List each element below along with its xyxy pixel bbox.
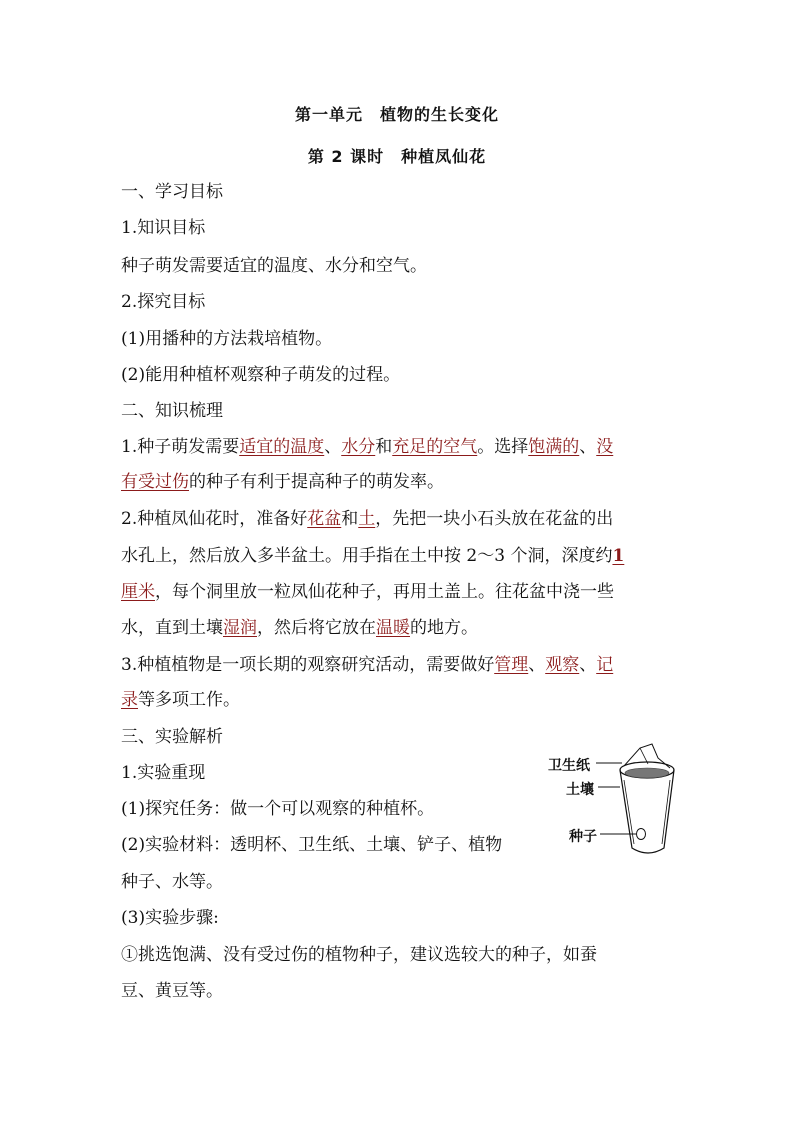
text: 的地方。 [410,618,478,638]
review-paragraph-2-line-1 [121,509,613,529]
text: ，然后将它放在 [257,618,376,638]
label-soil: 土壤 [566,782,594,798]
knowledge-goal-heading: 1.知识目标 [121,218,206,238]
experiment-sub-heading: 1.实验重现 [121,763,206,783]
inquiry-goal-1: (1)用播种的方法栽培植物。 [121,329,333,349]
review-paragraph-2-line-3 [121,582,614,602]
text: 。选择 [477,437,529,457]
label-tissue-paper: 卫生纸 [548,758,590,774]
review-paragraph-1-line-1 [121,437,613,457]
experiment-step-1-line-2: 豆、黄豆等。 [121,981,223,1001]
answer-blank: 适宜的温度 [239,437,325,457]
text: 3.种植植物是一项长期的观察研究活动，需要做好 [121,655,495,675]
experiment-task: (1)探究任务：做一个可以观察的种植杯。 [121,799,435,819]
text: 水孔上，然后放入多半盆土。用手指在土中按 2～3 个洞，深度约 [121,546,613,566]
text: ，先把一块小石头放在花盆的出 [375,509,614,529]
text: 、 [579,655,597,675]
answer-blank: 没 [596,437,614,457]
text: 和 [375,437,393,457]
answer-blank: 厘米 [121,582,155,602]
experiment-step-1-line-1: ①挑选饱满、没有受过伤的植物种子，建议选较大的种子，如蚕 [121,945,597,965]
answer-blank: 1 [612,546,625,566]
experiment-materials-line-2: 种子、水等。 [121,872,223,892]
text: 2.种植凤仙花时，准备好 [121,509,308,529]
experiment-steps-heading: (3)实验步骤: [121,908,219,928]
review-paragraph-3-line-1 [121,655,613,675]
text: 和 [341,509,359,529]
experiment-materials-line-1: (2)实验材料：透明杯、卫生纸、土壤、铲子、植物 [121,835,503,855]
answer-blank: 湿润 [223,618,257,638]
inquiry-goal-2: (2)能用种植杯观察种子萌发的过程。 [121,365,401,385]
text: 等多项工作。 [138,690,240,710]
answer-blank: 温暖 [376,618,410,638]
answer-blank: 水分 [341,437,376,457]
answer-blank: 录 [121,690,138,710]
label-seed: 种子 [569,829,597,845]
answer-blank: 土 [358,509,376,529]
section-heading-review: 二、知识梳理 [121,401,223,421]
answer-blank: 饱满的 [528,437,580,457]
planting-cup-figure [540,740,680,860]
text: 的种子有利于提高种子的萌发率。 [189,472,444,492]
answer-blank: 观察 [545,655,580,675]
knowledge-goal-text: 种子萌发需要适宜的温度、水分和空气。 [121,256,427,276]
cup-illustration [540,740,680,860]
review-paragraph-3-line-2 [121,690,240,710]
text: 水，直到土壤 [121,618,223,638]
section-heading-experiment: 三、实验解析 [121,727,223,747]
text: 、 [528,655,546,675]
answer-blank: 充足的空气 [392,437,478,457]
review-paragraph-2-line-4 [121,618,478,638]
unit-title: 第一单元 植物的生长变化 [294,105,499,124]
section-heading-goals: 一、学习目标 [121,182,223,202]
inquiry-goal-heading: 2.探究目标 [121,292,206,312]
text: 1.种子萌发需要 [121,437,240,457]
review-paragraph-1-line-2 [121,472,444,492]
lesson-title: 第 2 课时 种植凤仙花 [307,147,487,166]
text: 、 [579,437,597,457]
answer-blank: 有受过伤 [121,472,189,492]
answer-blank: 花盆 [307,509,342,529]
text: 、 [324,437,342,457]
text: ，每个洞里放一粒凤仙花种子，再用土盖上。往花盆中浇一些 [155,582,614,602]
answer-blank: 管理 [494,655,529,675]
answer-blank: 记 [596,655,614,675]
review-paragraph-2-line-2 [121,546,624,566]
